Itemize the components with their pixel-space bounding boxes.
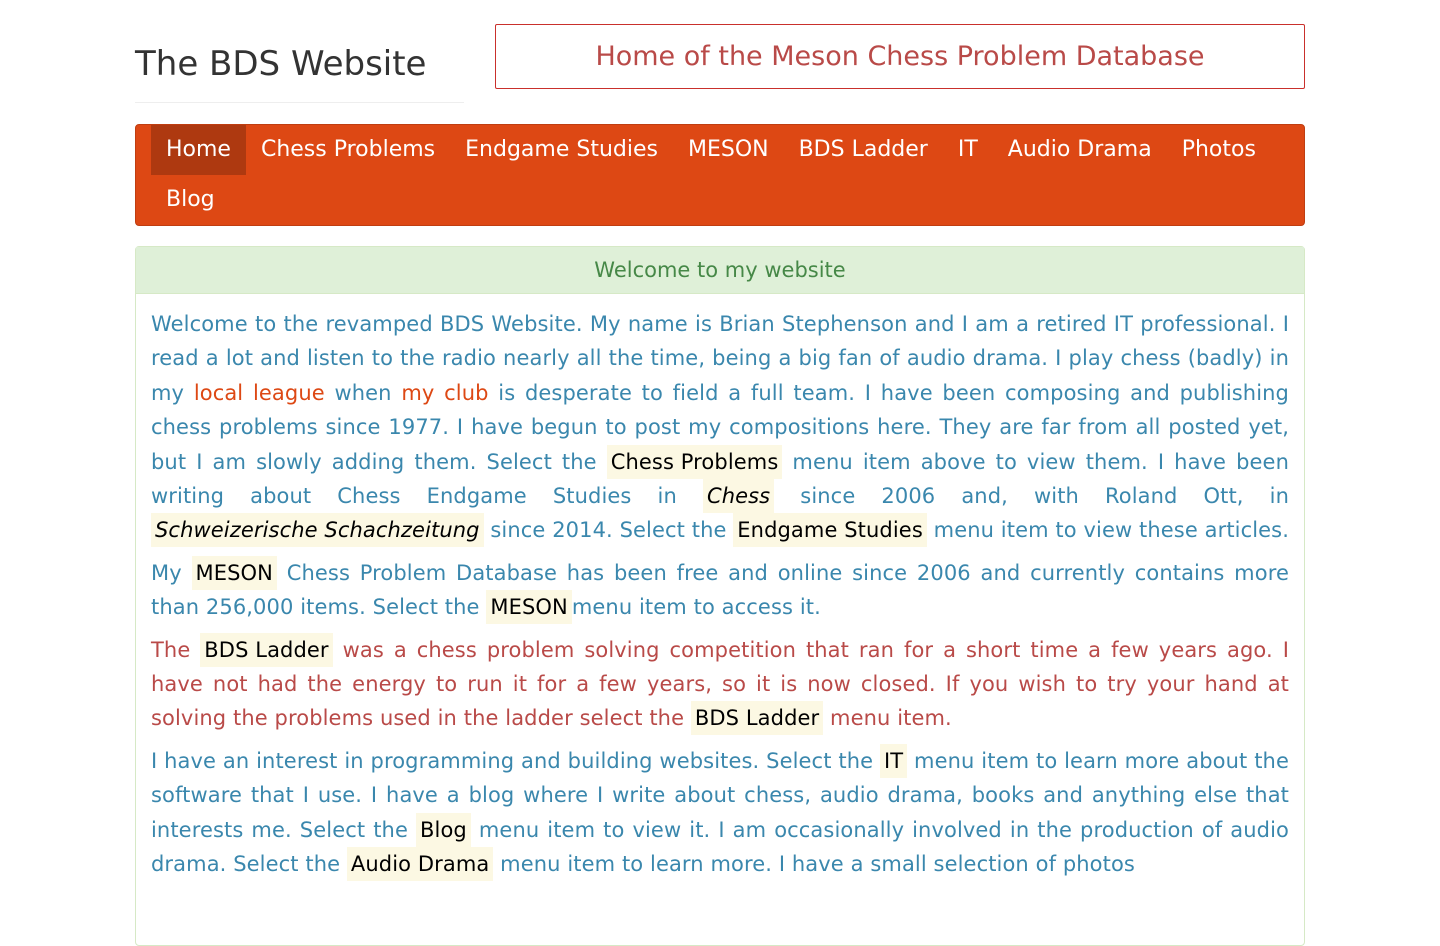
text-span: The: [151, 637, 201, 662]
nav-item-endgame-studies[interactable]: Endgame Studies: [465, 137, 658, 162]
tagline-banner: [495, 24, 1305, 89]
schweizerische-highlight: Schweizerische Schachzeitung: [151, 513, 484, 547]
text-span: Welcome to the revamped BDS Website. My name is Brian Stephenson and I am a retired IT professional. I read a lot and listen to the radio nearly all the time, being a big fan of audio drama. I play chess (badly) in my: [151, 312, 1289, 405]
text-span: menu item to view these articles.: [926, 518, 1290, 543]
nav-item-bds-ladder[interactable]: BDS Ladder: [798, 137, 928, 162]
text-span: menu item to access it.: [571, 595, 821, 620]
text-span: menu item to learn more. I have a small selection of photos: [493, 852, 1135, 877]
text-span: Chess Problem Database has been free and online since 2006 and currently contains more than 256,000 items. Select the: [151, 560, 1289, 620]
tagline-text: Home of the Meson Chess Problem Database: [595, 41, 1205, 72]
nav-item-photos[interactable]: Photos: [1181, 137, 1256, 162]
text-span: menu item above to view them. I have been writing about Chess Endgame Studies in: [151, 449, 1289, 509]
text-span: menu item.: [823, 706, 952, 731]
text-span: when: [324, 380, 402, 405]
text-span: menu item to learn more about the software that I use. I have a blog where I write about chess, audio drama, books and anything else that interests me. Select the: [151, 748, 1289, 842]
bds-ladder-highlight: BDS Ladder: [691, 701, 823, 735]
text-span: I have an interest in programming and building websites. Select the: [151, 748, 880, 773]
it-paragraph: [151, 744, 1289, 882]
text-span: My: [151, 560, 192, 585]
welcome-panel: [135, 246, 1305, 946]
text-span: was a chess problem solving competition that ran for a short time a few years ago. I have not had the energy to run it for a few years, so it is now closed. If you wish to try your hand at solving the problems used in the ladder select the: [151, 637, 1289, 731]
chess-magazine-highlight: Chess: [703, 479, 774, 513]
panel-body: [136, 294, 1304, 903]
blog-highlight: Blog: [416, 813, 471, 847]
meson-highlight: MESON: [486, 590, 571, 624]
text-span: is desperate to field a full team. I have been composing and publishing chess problems since 1977. I have begun to post my compositions here. They are far from all posted yet, but I am slowly adding them. Select the: [151, 380, 1289, 474]
nav-list: [136, 125, 1304, 225]
my-club-link[interactable]: my club: [401, 380, 489, 405]
endgame-studies-highlight: Endgame Studies: [733, 513, 927, 547]
site-title[interactable]: The BDS Website: [135, 40, 464, 103]
text-span: since 2006 and, with Roland Ott, in: [774, 484, 1289, 509]
text-span: menu item to view it. I am occasionally involved in the production of audio drama. Select the: [151, 817, 1289, 877]
meson-highlight: MESON: [192, 556, 277, 590]
nav-item-audio-drama[interactable]: Audio Drama: [1007, 137, 1152, 162]
nav-item-meson[interactable]: MESON: [687, 137, 769, 162]
audio-drama-highlight: Audio Drama: [347, 847, 493, 881]
nav-item-chess-problems[interactable]: Chess Problems: [260, 137, 436, 162]
nav-item-it[interactable]: IT: [957, 137, 978, 162]
intro-paragraph: [151, 307, 1289, 548]
chess-problems-highlight: Chess Problems: [607, 445, 783, 479]
ladder-paragraph: [151, 633, 1289, 736]
main-navbar: [135, 124, 1305, 226]
bds-ladder-highlight: BDS Ladder: [200, 633, 332, 667]
panel-heading: Welcome to my website: [136, 247, 1304, 294]
meson-paragraph: [151, 556, 1289, 625]
it-highlight: IT: [880, 744, 907, 778]
nav-item-home[interactable]: Home: [151, 125, 246, 175]
nav-item-blog[interactable]: Blog: [166, 187, 215, 212]
text-span: since 2014. Select the: [483, 518, 734, 543]
local-league-link[interactable]: local league: [193, 380, 325, 405]
